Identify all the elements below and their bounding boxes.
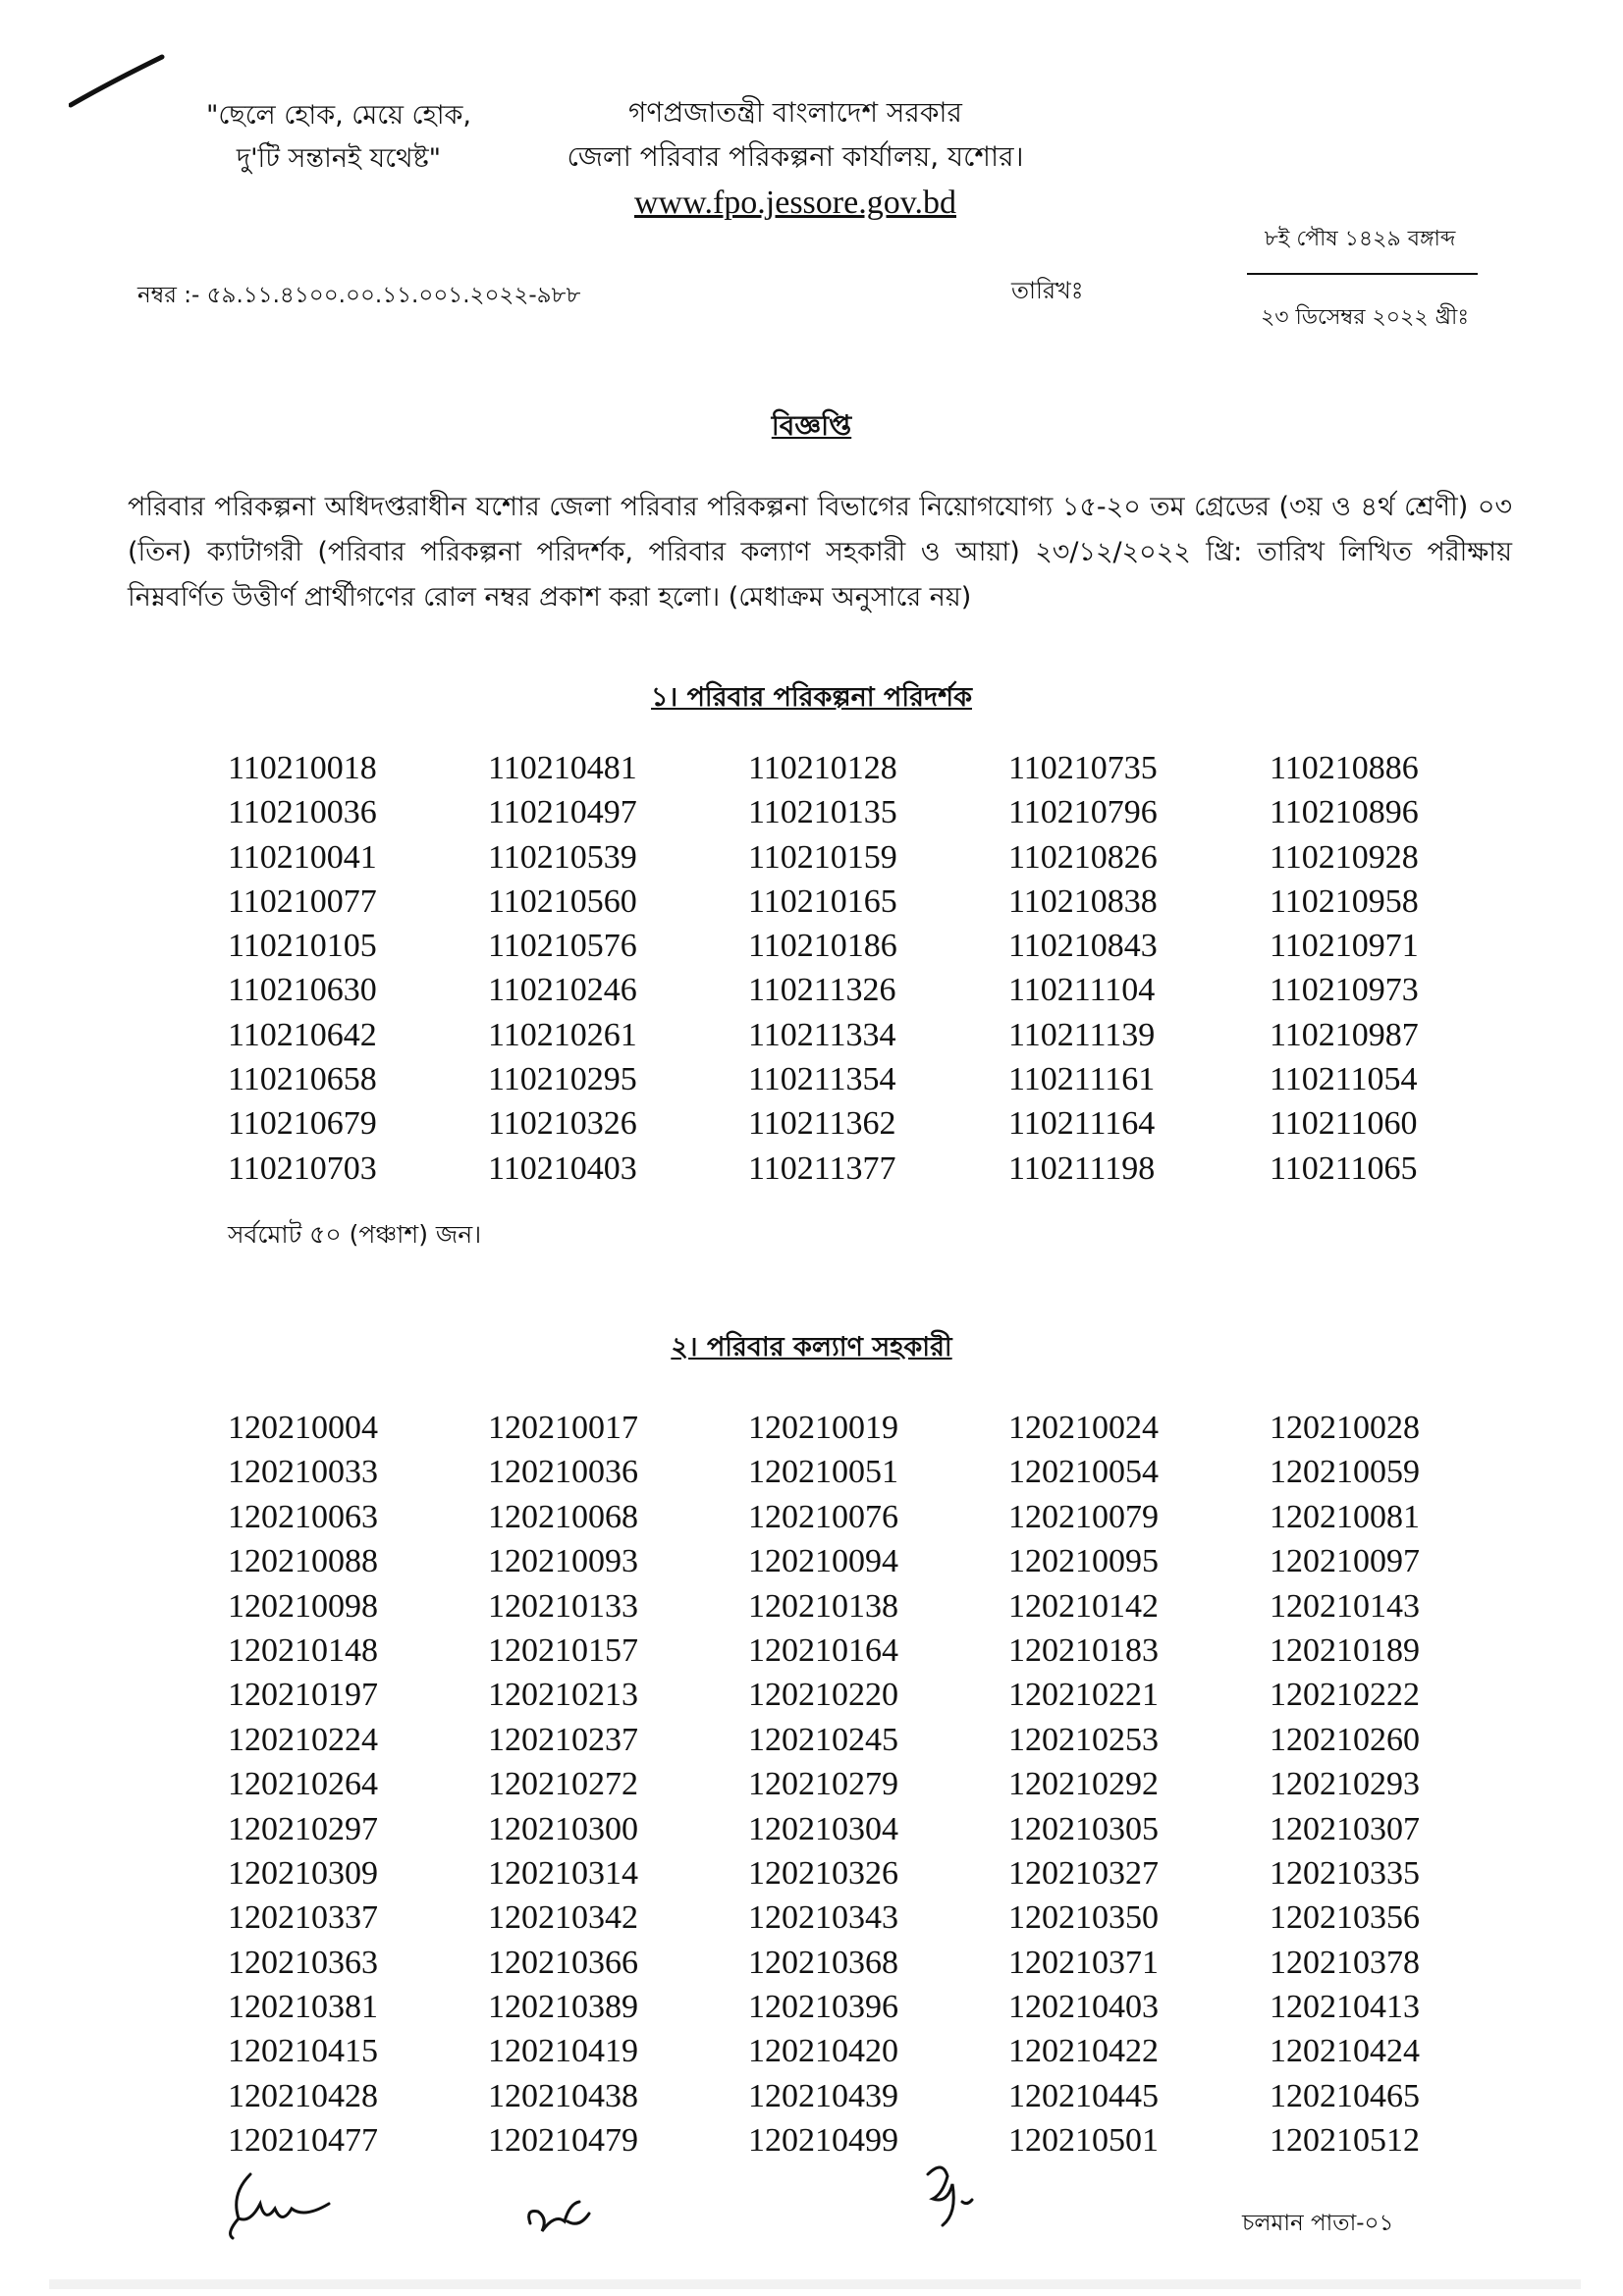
roll-number: 120210304 — [748, 1810, 898, 1847]
roll-number: 110211198 — [1008, 1149, 1156, 1187]
roll-number: 110210826 — [1008, 838, 1158, 876]
roll-number: 120210292 — [1008, 1766, 1159, 1803]
roll-number: 120210079 — [1008, 1498, 1159, 1535]
roll-number: 120210164 — [748, 1631, 898, 1669]
signature-3 — [903, 2155, 1011, 2233]
roll-number: 120210143 — [1270, 1587, 1420, 1625]
roll-number: 110210481 — [488, 750, 637, 786]
roll-number: 110210928 — [1270, 838, 1419, 876]
roll-number: 120210213 — [488, 1677, 638, 1714]
roll-number: 110211065 — [1270, 1149, 1418, 1187]
scan-edge — [49, 2279, 1581, 2289]
roll-number: 120210389 — [488, 1989, 638, 2026]
roll-grid-inspector — [228, 746, 1530, 1191]
roll-number: 120210068 — [488, 1498, 638, 1535]
roll-number: 120210314 — [488, 1854, 638, 1892]
roll-number: 120210157 — [488, 1631, 638, 1669]
roll-number: 120210396 — [748, 1989, 898, 2026]
roll-number: 120210028 — [1270, 1410, 1420, 1446]
roll-number: 120210095 — [1008, 1543, 1159, 1580]
roll-number: 110211354 — [748, 1061, 896, 1098]
roll-grid-welfare-assistant — [228, 1406, 1530, 2163]
roll-number: 120210413 — [1270, 1989, 1420, 2026]
roll-number: 120210059 — [1270, 1454, 1420, 1491]
roll-number: 120210033 — [228, 1454, 378, 1491]
section-heading-inspector: ১। পরিবার পরিকল্পনা পরিদর্শক — [651, 682, 972, 713]
roll-number: 120210237 — [488, 1721, 638, 1758]
roll-number: 110210886 — [1270, 750, 1419, 786]
roll-number: 110211362 — [748, 1105, 896, 1143]
roll-number: 110211326 — [748, 972, 896, 1009]
roll-number: 110211139 — [1008, 1016, 1156, 1053]
roll-number: 110210703 — [228, 1149, 377, 1187]
roll-number: 110211104 — [1008, 972, 1156, 1009]
section-heading-welfare-assistant: ২। পরিবার কল্যাণ সহকারী — [671, 1332, 952, 1362]
roll-number: 120210428 — [228, 2077, 378, 2114]
roll-number: 120210221 — [1008, 1677, 1159, 1714]
roll-number: 120210350 — [1008, 1899, 1159, 1937]
roll-number: 110210630 — [228, 972, 377, 1009]
roll-number: 110210077 — [228, 882, 377, 920]
roll-number: 110210159 — [748, 838, 897, 876]
slogan-line-1: "ছেলে হোক, মেয়ে হোক, — [205, 100, 472, 131]
roll-number: 120210133 — [488, 1587, 638, 1625]
roll-number: 120210094 — [748, 1543, 898, 1580]
roll-number: 110210843 — [1008, 928, 1158, 965]
roll-number: 110211161 — [1008, 1061, 1156, 1098]
roll-number: 120210260 — [1270, 1721, 1420, 1758]
roll-number: 110210261 — [488, 1016, 637, 1053]
roll-number: 120210327 — [1008, 1854, 1159, 1892]
roll-number: 120210148 — [228, 1631, 378, 1669]
roll-number: 120210422 — [1008, 2033, 1159, 2070]
roll-number: 120210097 — [1270, 1543, 1420, 1580]
roll-number: 110210036 — [228, 794, 377, 831]
roll-number: 120210189 — [1270, 1631, 1420, 1669]
roll-number: 120210368 — [748, 1944, 898, 1981]
roll-number: 120210197 — [228, 1677, 378, 1714]
roll-number: 120210499 — [748, 2122, 898, 2160]
office-name: জেলা পরিবার পরিকল্পনা কার্যালয়, যশোর। — [567, 140, 1024, 173]
roll-number: 120210293 — [1270, 1766, 1420, 1803]
roll-number: 110210679 — [228, 1105, 377, 1143]
roll-number: 120210363 — [228, 1944, 378, 1981]
government-name: গণপ্রজাতন্ত্রী বাংলাদেশ সরকার — [628, 96, 962, 129]
roll-number: 120210279 — [748, 1766, 898, 1803]
roll-number: 110210958 — [1270, 882, 1419, 920]
roll-number: 120210309 — [228, 1854, 378, 1892]
notice-body: পরিবার পরিকল্পনা অধিদপ্তরাধীন যশোর জেলা পরিবার পরিকল্পনা বিভাগের নিয়োগযোগ্য ১৫-২০ তম গ্রেডের (৩য় ও ৪র্থ শ্রেণী) ০৩ (তিন) ক্যাটাগরী (পরিবার পরিকল্পনা পরিদর্শক, পরিবার কল্যাণ সহকারী ও আয়া) ২৩/১২/২০২২ খ্রি: তারিখ লিখিত পরীক্ষায় নিম্নবর্ণিত উত্তীর্ণ প্রার্থীগণের রোল নম্বর প্রকাশ করা হলো। (মেধাক্রম অনুসারে নয়) — [128, 492, 1512, 613]
roll-number: 120210019 — [748, 1410, 898, 1446]
roll-number: 110210105 — [228, 928, 377, 965]
memo-number: নম্বর :- ৫৯.১১.৪১০০.০০.১১.০০১.২০২২-৯৮৮ — [137, 283, 581, 308]
roll-number: 110210135 — [748, 794, 897, 831]
roll-number: 120210054 — [1008, 1454, 1159, 1491]
roll-number: 120210326 — [748, 1854, 898, 1892]
notice-title: বিজ্ঞপ্তি — [771, 409, 852, 442]
roll-number: 120210342 — [488, 1899, 638, 1937]
roll-number: 120210017 — [488, 1410, 638, 1446]
family-planning-slogan — [177, 94, 501, 181]
roll-number: 120210183 — [1008, 1631, 1159, 1669]
roll-number: 120210036 — [488, 1454, 638, 1491]
roll-number: 120210272 — [488, 1766, 638, 1803]
roll-number: 110210497 — [488, 794, 637, 831]
signature-2 — [520, 2184, 609, 2243]
roll-number: 120210465 — [1270, 2077, 1420, 2114]
roll-number: 110210186 — [748, 928, 897, 965]
roll-number: 120210081 — [1270, 1498, 1420, 1535]
roll-number: 120210224 — [228, 1721, 378, 1758]
roll-number: 110210128 — [748, 750, 897, 786]
date-divider — [1247, 273, 1478, 275]
date-label: তারিখঃ — [1011, 277, 1084, 304]
roll-number: 120210371 — [1008, 1944, 1159, 1981]
roll-number: 120210445 — [1008, 2077, 1159, 2114]
roll-number: 120210088 — [228, 1543, 378, 1580]
roll-number: 120210024 — [1008, 1410, 1159, 1446]
roll-number: 110210326 — [488, 1105, 637, 1143]
signature-1 — [221, 2164, 349, 2243]
roll-number: 120210335 — [1270, 1854, 1420, 1892]
roll-number: 110210973 — [1270, 972, 1419, 1009]
roll-number: 110210165 — [748, 882, 897, 920]
roll-number: 110210796 — [1008, 794, 1158, 831]
roll-number: 110211334 — [748, 1016, 896, 1053]
roll-number: 120210424 — [1270, 2033, 1420, 2070]
date-gregorian: ২৩ ডিসেম্বর ২০২২ খ্রীঃ — [1260, 305, 1470, 330]
roll-number: 120210381 — [228, 1989, 378, 2026]
roll-number: 120210479 — [488, 2122, 638, 2160]
roll-number: 120210076 — [748, 1498, 898, 1535]
roll-number: 120210253 — [1008, 1721, 1159, 1758]
roll-number: 120210051 — [748, 1454, 898, 1491]
roll-number: 120210403 — [1008, 1989, 1159, 2026]
roll-number: 120210300 — [488, 1810, 638, 1847]
roll-number: 120210307 — [1270, 1810, 1420, 1847]
roll-number: 110210642 — [228, 1016, 377, 1053]
roll-number: 110210735 — [1008, 750, 1158, 786]
slogan-line-2: দু'টি সন্তানই যথেষ্ট" — [236, 143, 442, 174]
roll-number: 120210138 — [748, 1587, 898, 1625]
roll-number: 110211060 — [1270, 1105, 1418, 1143]
section-total: সর্বমোট ৫০ (পঞ্চাশ) জন। — [228, 1220, 482, 1249]
roll-number: 110210041 — [228, 838, 377, 876]
roll-number: 120210420 — [748, 2033, 898, 2070]
roll-number: 110211054 — [1270, 1061, 1418, 1098]
roll-number: 120210501 — [1008, 2122, 1159, 2160]
roll-number: 120210415 — [228, 2033, 378, 2070]
office-header — [550, 90, 1041, 179]
roll-number: 120210419 — [488, 2033, 638, 2070]
roll-number: 120210220 — [748, 1677, 898, 1714]
roll-number: 110211377 — [748, 1149, 896, 1187]
roll-number: 110210576 — [488, 928, 637, 965]
roll-number: 110210246 — [488, 972, 637, 1009]
roll-number: 120210305 — [1008, 1810, 1159, 1847]
page-continued-note: চলমান পাতা-০১ — [1242, 2211, 1394, 2236]
roll-number: 120210142 — [1008, 1587, 1159, 1625]
date-bengali: ৮ই পৌষ ১৪২৯ বঙ্গাব্দ — [1264, 227, 1456, 251]
roll-number: 110210987 — [1270, 1016, 1419, 1053]
roll-number: 110210838 — [1008, 882, 1158, 920]
roll-number: 120210063 — [228, 1498, 378, 1535]
roll-number: 120210438 — [488, 2077, 638, 2114]
pen-stroke-mark — [69, 54, 167, 113]
roll-number: 120210439 — [748, 2077, 898, 2114]
roll-number: 120210378 — [1270, 1944, 1420, 1981]
roll-number: 120210222 — [1270, 1677, 1420, 1714]
roll-number: 120210343 — [748, 1899, 898, 1937]
roll-number: 110210403 — [488, 1149, 637, 1187]
roll-number: 120210512 — [1270, 2122, 1420, 2160]
roll-number: 120210245 — [748, 1721, 898, 1758]
roll-number: 110210539 — [488, 838, 637, 876]
roll-number: 120210366 — [488, 1944, 638, 1981]
roll-number: 110211164 — [1008, 1105, 1156, 1143]
roll-number: 120210337 — [228, 1899, 378, 1937]
office-website: www.fpo.jessore.gov.bd — [634, 185, 956, 221]
roll-number: 110210971 — [1270, 928, 1419, 965]
roll-number: 120210093 — [488, 1543, 638, 1580]
roll-number: 110210295 — [488, 1061, 637, 1098]
roll-number: 120210356 — [1270, 1899, 1420, 1937]
roll-number: 110210658 — [228, 1061, 377, 1098]
roll-number: 110210018 — [228, 750, 377, 786]
roll-number: 120210477 — [228, 2122, 378, 2160]
roll-number: 120210297 — [228, 1810, 378, 1847]
roll-number: 110210560 — [488, 882, 637, 920]
roll-number: 120210098 — [228, 1587, 378, 1625]
roll-number: 120210264 — [228, 1766, 378, 1803]
roll-number: 110210896 — [1270, 794, 1419, 831]
roll-number: 120210004 — [228, 1410, 378, 1446]
